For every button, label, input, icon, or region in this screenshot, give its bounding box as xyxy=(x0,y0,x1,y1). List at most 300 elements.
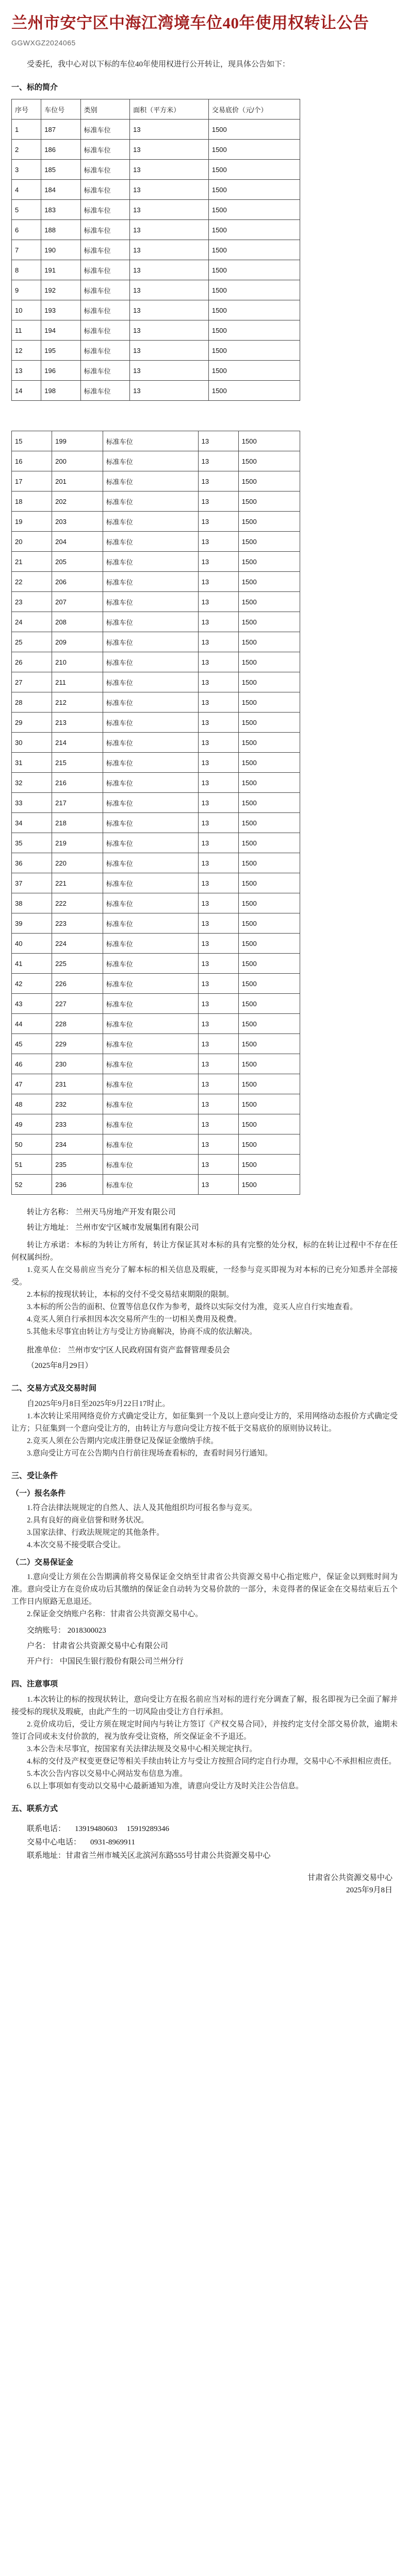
table-cell: 27 xyxy=(12,672,52,692)
table-cell: 标准车位 xyxy=(103,974,198,994)
table-row xyxy=(12,260,300,280)
table-cell: 201 xyxy=(52,471,103,492)
table-cell: 标准车位 xyxy=(80,341,129,361)
table-row xyxy=(12,180,300,200)
table-cell: 28 xyxy=(12,692,52,713)
conditions-heading: （一）报名条件 xyxy=(11,1489,66,1498)
table-cell: 13 xyxy=(198,492,238,512)
table-cell: 标准车位 xyxy=(103,1014,198,1034)
table-cell: 标准车位 xyxy=(103,893,198,913)
table-cell: 2 xyxy=(12,140,41,160)
contact-block xyxy=(11,1822,398,1862)
table-cell: 标准车位 xyxy=(103,753,198,773)
table-cell: 标准车位 xyxy=(103,1054,198,1074)
table-cell: 标准车位 xyxy=(103,471,198,492)
table-row xyxy=(12,612,300,632)
table-cell: 1500 xyxy=(238,753,300,773)
table-cell: 17 xyxy=(12,471,52,492)
owner-label: 转让方名称： xyxy=(27,1208,74,1216)
table-cell: 1500 xyxy=(238,873,300,893)
table-cell: 18 xyxy=(12,492,52,512)
table-cell: 标准车位 xyxy=(103,431,198,451)
table-cell: 1500 xyxy=(238,994,300,1014)
paragraph: 自2025年9月8日至2025年9月22日17时止。 xyxy=(27,1400,170,1408)
table-row xyxy=(12,1094,300,1114)
table-row xyxy=(12,300,300,320)
table-cell: 13 xyxy=(198,1175,238,1195)
table-cell: 1500 xyxy=(238,612,300,632)
table-cell: 47 xyxy=(12,1074,52,1094)
table-cell: 231 xyxy=(52,1074,103,1094)
table-cell: 标准车位 xyxy=(80,140,129,160)
table-cell: 204 xyxy=(52,532,103,552)
table-cell: 标准车位 xyxy=(103,652,198,672)
column-header: 面积（平方米） xyxy=(130,99,209,120)
table-cell: 13 xyxy=(198,913,238,934)
table-cell: 标准车位 xyxy=(103,954,198,974)
table-row xyxy=(12,853,300,873)
deposit-heading: （二）交易保证金 xyxy=(11,1558,74,1567)
table-cell: 1500 xyxy=(238,1175,300,1195)
table-cell: 标准车位 xyxy=(103,873,198,893)
table-row xyxy=(12,120,300,140)
contact-phone-2[interactable]: 15919289346 xyxy=(126,1825,170,1833)
account-line xyxy=(11,1624,398,1637)
table-cell: 标准车位 xyxy=(80,320,129,341)
approval-label: 批准单位： xyxy=(27,1346,66,1354)
table-cell: 20 xyxy=(12,532,52,552)
owner-info xyxy=(11,1206,398,1234)
table-row xyxy=(12,1014,300,1034)
table-row xyxy=(12,381,300,401)
table-cell: 1500 xyxy=(238,1054,300,1074)
contact-heading: 五、联系方式 xyxy=(11,1805,58,1813)
table-cell: 13 xyxy=(198,934,238,954)
table-row xyxy=(12,361,300,381)
table-row xyxy=(12,160,300,180)
table-cell: 208 xyxy=(52,612,103,632)
table-row xyxy=(12,320,300,341)
table-cell: 1500 xyxy=(238,773,300,793)
table-cell: 13 xyxy=(198,954,238,974)
table-cell: 190 xyxy=(41,240,80,260)
paragraph: 1.符合法律法规规定的自然人、法人及其他组织均可报名参与竞买。 xyxy=(27,1504,257,1512)
table-cell: 13 xyxy=(130,120,209,140)
table-cell: 192 xyxy=(41,280,80,300)
table-row xyxy=(12,592,300,612)
table-cell: 标准车位 xyxy=(103,492,198,512)
table-cell: 183 xyxy=(41,200,80,220)
table-cell: 标准车位 xyxy=(80,200,129,220)
table-cell: 226 xyxy=(52,974,103,994)
account-name-line xyxy=(11,1640,398,1652)
table-cell: 13 xyxy=(130,341,209,361)
table-cell: 13 xyxy=(198,632,238,652)
table-cell: 标准车位 xyxy=(103,1155,198,1175)
table-cell: 1500 xyxy=(238,552,300,572)
table-cell: 1500 xyxy=(208,260,300,280)
table-cell: 标准车位 xyxy=(103,1114,198,1134)
table-cell: 13 xyxy=(198,1134,238,1155)
contact-phone[interactable]: 0931-8969911 xyxy=(90,1838,135,1846)
table-row xyxy=(12,873,300,893)
table-cell: 1500 xyxy=(238,492,300,512)
table-cell: 标准车位 xyxy=(103,552,198,572)
table-cell: 191 xyxy=(41,260,80,280)
table-cell: 13 xyxy=(198,1074,238,1094)
table-cell: 1500 xyxy=(208,361,300,381)
unit-value: 兰州市安宁区城市发展集团有限公司 xyxy=(75,1224,199,1232)
section-heading-2: 二、交易方式及交易时间 xyxy=(11,1384,97,1393)
table-cell: 13 xyxy=(198,833,238,853)
table-cell: 34 xyxy=(12,813,52,833)
paragraph: 2.保证金交纳账户名称：甘肃省公共资源交易中心。 xyxy=(27,1610,203,1618)
table-row xyxy=(12,893,300,913)
table-cell: 37 xyxy=(12,873,52,893)
table-cell: 1500 xyxy=(208,200,300,220)
table-cell: 218 xyxy=(52,813,103,833)
table-cell: 标准车位 xyxy=(103,1034,198,1054)
contact-label: 交易中心电话： xyxy=(27,1838,81,1846)
table-cell: 33 xyxy=(12,793,52,813)
table-cell: 216 xyxy=(52,773,103,793)
table-cell: 4 xyxy=(12,180,41,200)
table-cell: 13 xyxy=(198,873,238,893)
table-cell: 13 xyxy=(198,572,238,592)
table-cell: 标准车位 xyxy=(103,833,198,853)
paragraph: 5.本次公告内容以交易中心网站发布信息为准。 xyxy=(27,1770,188,1778)
table-cell: 13 xyxy=(198,672,238,692)
table-cell: 196 xyxy=(41,361,80,381)
table-cell: 1500 xyxy=(238,713,300,733)
table-row xyxy=(12,1155,300,1175)
table-row xyxy=(12,341,300,361)
table-row xyxy=(12,220,300,240)
table-row xyxy=(12,692,300,713)
table-cell: 标准车位 xyxy=(103,532,198,552)
table-cell: 1500 xyxy=(238,853,300,873)
table-cell: 13 xyxy=(198,471,238,492)
table-cell: 13 xyxy=(130,280,209,300)
paragraph: 2.竞买人须在公告期内完成注册登记及保证金缴纳手续。 xyxy=(27,1437,219,1445)
table-cell: 13 xyxy=(130,220,209,240)
table-cell: 29 xyxy=(12,713,52,733)
table-row xyxy=(12,934,300,954)
table-cell: 13 xyxy=(130,180,209,200)
table-cell: 13 xyxy=(198,1014,238,1034)
account-name-value: 甘肃省公共资源交易中心有限公司 xyxy=(52,1642,168,1650)
section-heading-1: 一、标的简介 xyxy=(11,83,58,92)
table-row xyxy=(12,954,300,974)
table-row xyxy=(12,652,300,672)
table-cell: 标准车位 xyxy=(80,220,129,240)
table-cell: 1500 xyxy=(238,672,300,692)
signature-org: 甘肃省公共资源交易中心 xyxy=(307,1874,392,1882)
table-row xyxy=(12,833,300,853)
table-cell: 标准车位 xyxy=(103,913,198,934)
table-cell: 3 xyxy=(12,160,41,180)
table-row xyxy=(12,200,300,220)
table-cell: 标准车位 xyxy=(103,572,198,592)
table-cell: 200 xyxy=(52,451,103,471)
parking-table-2 xyxy=(11,431,300,1195)
table-row xyxy=(12,492,300,512)
paragraph: 6.以上事项如有变动以交易中心最新通知为准，请意向受让方及时关注公告信息。 xyxy=(27,1782,304,1790)
table-cell: 13 xyxy=(198,994,238,1014)
table-cell: 标准车位 xyxy=(103,773,198,793)
table-cell: 1500 xyxy=(238,913,300,934)
table-cell: 188 xyxy=(41,220,80,240)
table-cell: 13 xyxy=(198,813,238,833)
table-row xyxy=(12,1114,300,1134)
table-cell: 1500 xyxy=(208,120,300,140)
table-row xyxy=(12,994,300,1014)
table-cell: 233 xyxy=(52,1114,103,1134)
table-row xyxy=(12,552,300,572)
paragraph: 4.竞买人须自行承担因本次交易所产生的一切相关费用及税费。 xyxy=(27,1315,242,1324)
table-cell: 42 xyxy=(12,974,52,994)
table-cell: 1500 xyxy=(238,451,300,471)
table-cell: 9 xyxy=(12,280,41,300)
table-cell: 187 xyxy=(41,120,80,140)
paragraph: 3.本公告未尽事宜，按国家有关法律法规及交易中心相关规定执行。 xyxy=(27,1745,257,1753)
column-header: 序号 xyxy=(12,99,41,120)
table-cell: 1500 xyxy=(238,1114,300,1134)
table-cell: 1500 xyxy=(238,1034,300,1054)
table-cell: 1500 xyxy=(238,813,300,833)
body-paragraphs xyxy=(11,1239,398,1338)
table-cell: 214 xyxy=(52,733,103,753)
table-row xyxy=(12,632,300,652)
table-cell: 13 xyxy=(198,1094,238,1114)
table-cell: 44 xyxy=(12,1014,52,1034)
table-row xyxy=(12,913,300,934)
table-cell: 1500 xyxy=(208,381,300,401)
table-cell: 标准车位 xyxy=(103,632,198,652)
table-row xyxy=(12,1034,300,1054)
section-heading-3: 三、受让条件 xyxy=(11,1472,58,1480)
table-cell: 7 xyxy=(12,240,41,260)
table-cell: 206 xyxy=(52,572,103,592)
table-cell: 13 xyxy=(198,773,238,793)
table-cell: 227 xyxy=(52,994,103,1014)
table-cell: 24 xyxy=(12,612,52,632)
table-row xyxy=(12,280,300,300)
owner-value: 兰州天马房地产开发有限公司 xyxy=(75,1208,176,1216)
table-cell: 5 xyxy=(12,200,41,220)
section-heading-4: 四、注意事项 xyxy=(11,1680,58,1688)
table-cell: 1500 xyxy=(238,1074,300,1094)
table-cell: 215 xyxy=(52,753,103,773)
table-cell: 49 xyxy=(12,1114,52,1134)
paragraph: 4.本次交易不接受联合受让。 xyxy=(27,1541,126,1549)
table-cell: 30 xyxy=(12,733,52,753)
table-cell: 标准车位 xyxy=(80,260,129,280)
table-row xyxy=(12,451,300,471)
table-cell: 标准车位 xyxy=(103,994,198,1014)
table-cell: 36 xyxy=(12,853,52,873)
table-cell: 41 xyxy=(12,954,52,974)
table-cell: 35 xyxy=(12,833,52,853)
table-row xyxy=(12,672,300,692)
table-cell: 221 xyxy=(52,873,103,893)
table-cell: 209 xyxy=(52,632,103,652)
table-cell: 1500 xyxy=(238,793,300,813)
paragraph: 2.具有良好的商业信誉和财务状况。 xyxy=(27,1516,149,1524)
paragraph: 1.本次转让采用网络竞价方式确定受让方，如征集到一个及以上意向受让方的，采用网络动态报价方式确定受让方；只征集到一个意向受让方的，由转让方与意向受让方按不低于交易底价的原则协议转让。 xyxy=(11,1412,398,1433)
table-cell: 标准车位 xyxy=(103,853,198,873)
table-cell: 203 xyxy=(52,512,103,532)
table-cell: 13 xyxy=(198,893,238,913)
table-cell: 26 xyxy=(12,652,52,672)
table-row xyxy=(12,1054,300,1074)
table-cell: 19 xyxy=(12,512,52,532)
table-cell: 224 xyxy=(52,934,103,954)
table-cell: 13 xyxy=(198,1114,238,1134)
table-row xyxy=(12,1074,300,1094)
paragraph: 3.国家法律、行政法规规定的其他条件。 xyxy=(27,1529,165,1537)
table-cell: 1500 xyxy=(238,1155,300,1175)
table-cell: 13 xyxy=(130,260,209,280)
table-cell: 210 xyxy=(52,652,103,672)
contact-line-1 xyxy=(27,1822,398,1836)
table-row xyxy=(12,471,300,492)
table-cell: 222 xyxy=(52,893,103,913)
table-cell: 194 xyxy=(41,320,80,341)
paragraph: 1.本次转让的标的按现状转让，意向受让方在报名前应当对标的进行充分调查了解，报名即视为已全面了解并接受标的现状及瑕疵，由此产生的一切风险由受让方自行承担。 xyxy=(11,1696,398,1716)
paragraph: 3.本标的所公告的面积、位置等信息仅作为参考，最终以实际交付为准，竞买人应自行实地查看。 xyxy=(27,1303,358,1311)
address-line: 联系地址：甘肃省兰州市城关区北滨河东路555号甘肃公共资源交易中心 xyxy=(27,1852,271,1860)
table-cell: 标准车位 xyxy=(103,692,198,713)
table-cell: 228 xyxy=(52,1014,103,1034)
table-cell: 13 xyxy=(130,300,209,320)
table-cell: 标准车位 xyxy=(80,240,129,260)
table-cell: 1500 xyxy=(238,833,300,853)
page-break-gap xyxy=(11,401,398,426)
table-cell: 13 xyxy=(130,240,209,260)
table-cell: 标准车位 xyxy=(103,813,198,833)
table-cell: 199 xyxy=(52,431,103,451)
table-cell: 31 xyxy=(12,753,52,773)
table-cell: 217 xyxy=(52,793,103,813)
approval-date: （2025年8月29日） xyxy=(27,1362,93,1370)
table-cell: 1500 xyxy=(208,300,300,320)
table-cell: 21 xyxy=(12,552,52,572)
table-row xyxy=(12,793,300,813)
table-cell: 13 xyxy=(130,361,209,381)
table-cell: 1500 xyxy=(238,471,300,492)
contact-line-2 xyxy=(27,1836,398,1849)
section-2-paragraphs xyxy=(11,1398,398,1460)
bank-label: 开户行： xyxy=(27,1657,58,1666)
table-cell: 1500 xyxy=(238,893,300,913)
table-cell: 11 xyxy=(12,320,41,341)
table-cell: 186 xyxy=(41,140,80,160)
table-row xyxy=(12,1134,300,1155)
table-cell: 6 xyxy=(12,220,41,240)
table-cell: 22 xyxy=(12,572,52,592)
table-row xyxy=(12,572,300,592)
table-cell: 标准车位 xyxy=(103,713,198,733)
table-cell: 13 xyxy=(198,733,238,753)
table-row xyxy=(12,431,300,451)
table-row xyxy=(12,773,300,793)
table-cell: 1500 xyxy=(208,160,300,180)
table-cell: 13 xyxy=(198,974,238,994)
table-cell: 13 xyxy=(198,692,238,713)
table-cell: 13 xyxy=(130,160,209,180)
table-cell: 标准车位 xyxy=(103,934,198,954)
parking-table-1 xyxy=(11,99,300,401)
table-cell: 标准车位 xyxy=(80,160,129,180)
contact-phone[interactable]: 13919480603 xyxy=(75,1825,118,1833)
table-cell: 13 xyxy=(198,592,238,612)
table-cell: 1500 xyxy=(208,280,300,300)
table-cell: 32 xyxy=(12,773,52,793)
bank-line xyxy=(11,1655,398,1668)
table-cell: 225 xyxy=(52,954,103,974)
table-cell: 211 xyxy=(52,672,103,692)
table-cell: 1 xyxy=(12,120,41,140)
approval-line xyxy=(11,1344,398,1357)
approval-value: 兰州市安宁区人民政府国有资产监督管理委员会 xyxy=(67,1346,230,1354)
table-cell: 1500 xyxy=(208,180,300,200)
table-row xyxy=(12,733,300,753)
table-cell: 标准车位 xyxy=(103,672,198,692)
table-cell: 1500 xyxy=(238,1094,300,1114)
table-cell: 13 xyxy=(198,431,238,451)
table-row xyxy=(12,753,300,773)
table-cell: 13 xyxy=(198,713,238,733)
table-cell: 1500 xyxy=(238,652,300,672)
table-header-row xyxy=(12,99,300,120)
table-cell: 标准车位 xyxy=(80,300,129,320)
table-row xyxy=(12,532,300,552)
table-cell: 1500 xyxy=(208,320,300,341)
table-cell: 1500 xyxy=(238,1014,300,1034)
table-cell: 13 xyxy=(198,753,238,773)
table-cell: 16 xyxy=(12,451,52,471)
table-cell: 39 xyxy=(12,913,52,934)
table-cell: 230 xyxy=(52,1054,103,1074)
table-cell: 46 xyxy=(12,1054,52,1074)
table-cell: 25 xyxy=(12,632,52,652)
table-cell: 13 xyxy=(198,1155,238,1175)
bank-value: 中国民生银行股份有限公司兰州分行 xyxy=(59,1657,184,1666)
table-cell: 13 xyxy=(198,451,238,471)
table-cell: 13 xyxy=(130,140,209,160)
table-cell: 1500 xyxy=(238,512,300,532)
table-cell: 185 xyxy=(41,160,80,180)
intro-paragraph: 受委托，我中心对以下标的车位40年使用权进行公开转让，现具体公告如下： xyxy=(27,60,290,69)
table-cell: 标准车位 xyxy=(80,361,129,381)
table-cell: 1500 xyxy=(238,934,300,954)
table-cell: 15 xyxy=(12,431,52,451)
table-cell: 212 xyxy=(52,692,103,713)
paragraph: 4.标的交付及产权变更登记等相关手续由转让方与受让方按照合同约定自行办理，交易中心不承担相应责任。 xyxy=(27,1757,397,1766)
table-row xyxy=(12,974,300,994)
table-cell: 13 xyxy=(12,361,41,381)
table-cell: 1500 xyxy=(238,954,300,974)
table-cell: 标准车位 xyxy=(103,612,198,632)
table-cell: 标准车位 xyxy=(103,1175,198,1195)
table-cell: 13 xyxy=(130,320,209,341)
table-cell: 38 xyxy=(12,893,52,913)
table-cell: 13 xyxy=(198,853,238,873)
table-cell: 234 xyxy=(52,1134,103,1155)
table-cell: 12 xyxy=(12,341,41,361)
signature-date: 2025年9月8日 xyxy=(346,1886,392,1894)
